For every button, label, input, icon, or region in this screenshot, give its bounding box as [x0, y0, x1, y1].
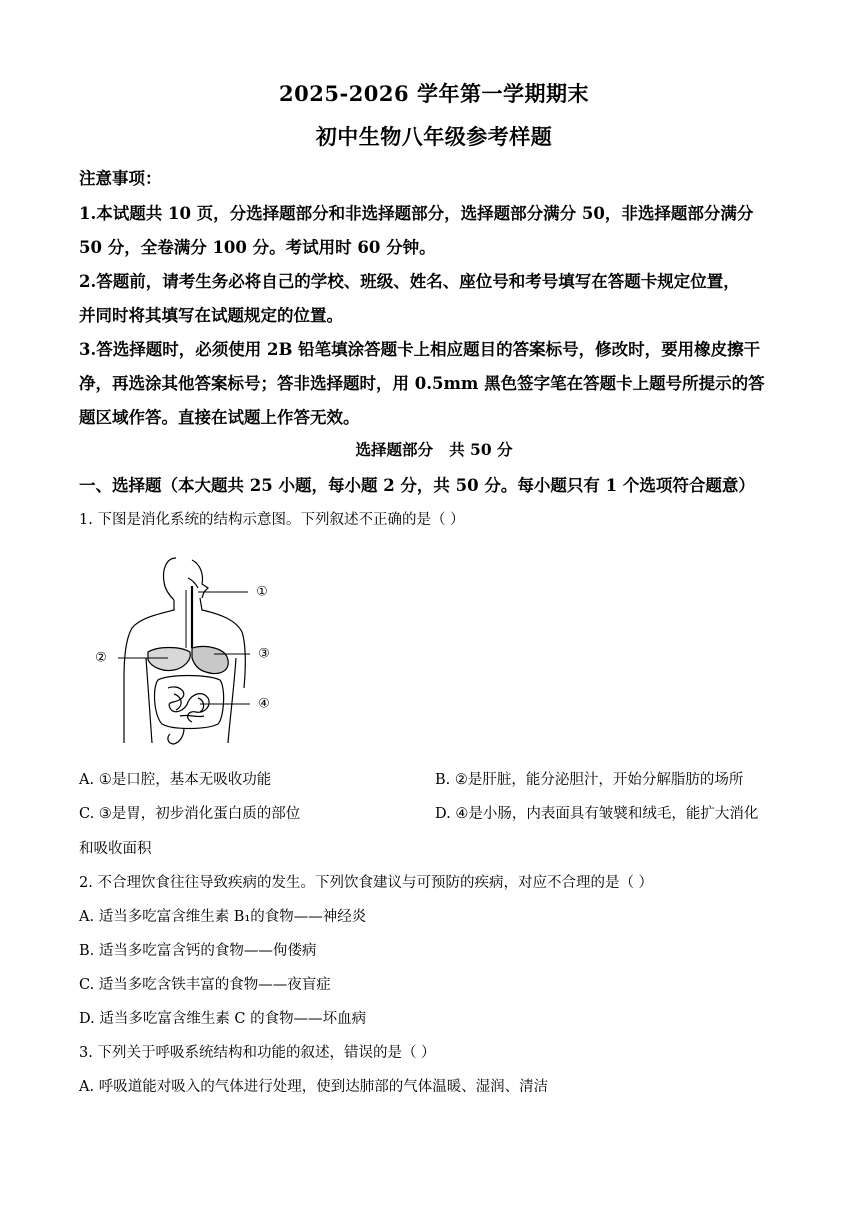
figure-label-2: ② — [95, 650, 107, 666]
notice-heading: 注意事项： — [79, 169, 162, 188]
section-heading: 一、选择题（本大题共 25 小题，每小题 2 分，共 50 分。每小题只有 1 个选项符合题意） — [79, 476, 755, 495]
q3-stem: 3. 下列关于呼吸系统结构和功能的叙述，错误的是（ ） — [79, 1045, 436, 1061]
liver — [148, 648, 190, 671]
q1-option-a: A. ①是口腔，基本无吸收功能 — [79, 772, 272, 788]
notice-item1-line1: 1.本试题共 10 页，分选择题部分和非选择题部分，选择题部分满分 50，非选择题部分满分 — [79, 204, 754, 223]
q3-option-a: A. 呼吸道能对吸入的气体进行处理，使到达肺部的气体温暖、湿润、清洁 — [79, 1079, 549, 1095]
exam-title-line1: 2025-2026 学年第一学期期末 — [279, 81, 589, 106]
q1-option-d-continued: 和吸收面积 — [79, 841, 152, 857]
figure-label-4: ④ — [258, 696, 270, 712]
choice-part-title: 选择题部分 共 50 分 — [355, 440, 513, 459]
q2-stem: 2. 不合理饮食往往导致疾病的发生。下列饮食建议与可预防的疾病，对应不合理的是（ ） — [79, 875, 654, 891]
right-shoulder-outline — [200, 598, 245, 688]
notice-item1-line2: 50 分，全卷满分 100 分。考试用时 60 分钟。 — [79, 238, 436, 257]
figure-label-1: ① — [256, 584, 268, 600]
q2-option-a: A. 适当多吃富含维生素 B₁的食物——神经炎 — [79, 909, 367, 925]
q2-option-b: B. 适当多吃富含钙的食物——佝偻病 — [79, 943, 317, 959]
figure-label-3: ③ — [258, 646, 270, 662]
q1-option-c: C. ③是胃，初步消化蛋白质的部位 — [79, 806, 301, 822]
q1-option-b: B. ②是肝脏，能分泌胆汁，开始分解脂肪的场所 — [435, 772, 744, 788]
notice-item3-line3: 题区域作答。直接在试题上作答无效。 — [79, 408, 360, 427]
q2-option-d: D. 适当多吃富含维生素 C 的食物——坏血病 — [79, 1011, 367, 1027]
notice-item2-line2: 并同时将其填写在试题规定的位置。 — [79, 306, 343, 325]
left-shoulder-outline — [124, 600, 174, 743]
left-torso-outline — [146, 658, 152, 743]
head-outline — [164, 558, 177, 600]
q1-stem: 1. 下图是消化系统的结构示意图。下列叙述不正确的是（ ） — [79, 512, 465, 528]
stomach — [192, 647, 228, 674]
q2-option-c: C. 适当多吃含铁丰富的食物——夜盲症 — [79, 977, 331, 993]
exam-title-line2: 初中生物八年级参考样题 — [315, 124, 553, 149]
notice-item2-line1: 2.答题前，请考生务必将自己的学校、班级、姓名、座位号和考号填写在答题卡规定位置， — [79, 272, 740, 291]
notice-item3-line1: 3.答选择题时，必须使用 2B 铅笔填涂答题卡上相应题目的答案标号，修改时，要用橡皮擦干 — [79, 340, 761, 359]
rectum — [168, 728, 184, 744]
digestive-system-figure — [88, 548, 288, 748]
q1-option-d: D. ④是小肠，内表面具有皱襞和绒毛，能扩大消化 — [435, 806, 759, 822]
notice-item3-line2: 净，再选涂其他答案标号；答非选择题时，用 0.5mm 黑色签字笔在答题卡上题号所提示的答 — [79, 374, 765, 393]
right-torso-outline — [228, 658, 236, 743]
